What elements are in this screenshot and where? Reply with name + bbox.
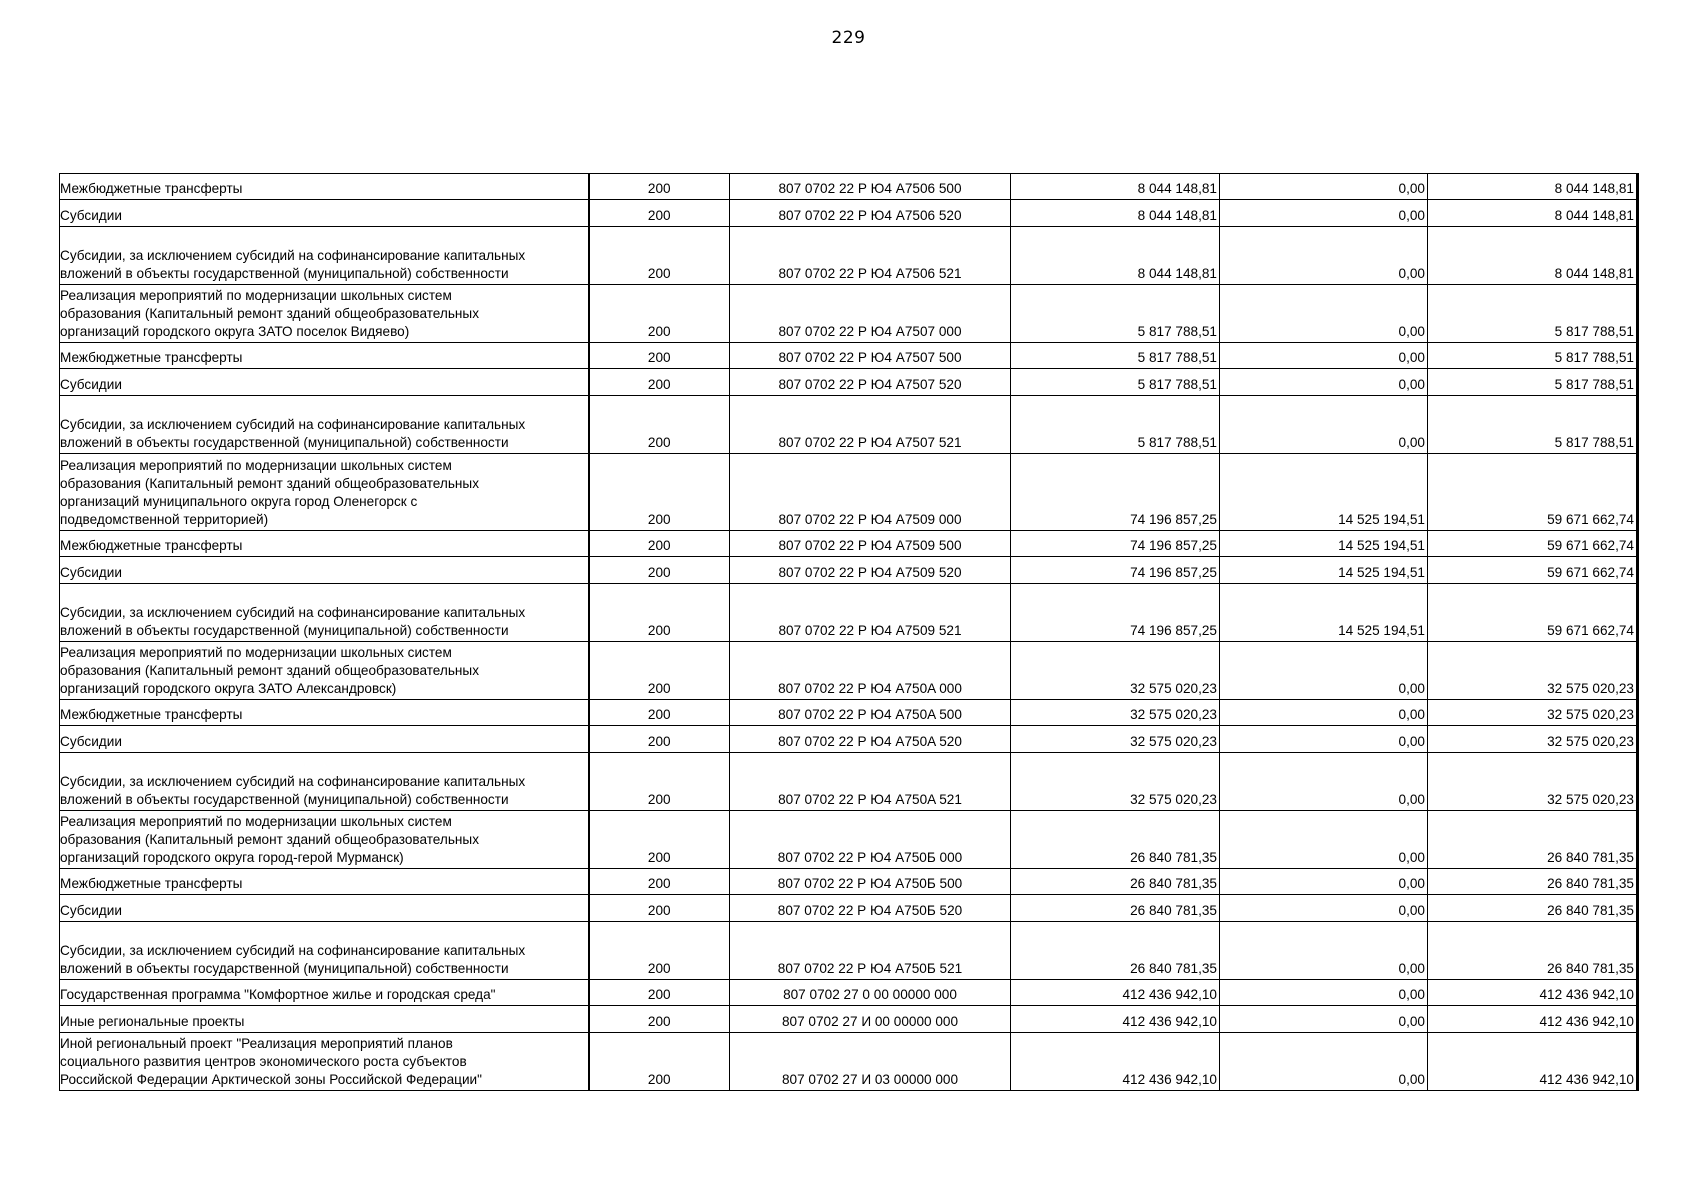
row-value-2-cell: 0,00 bbox=[1220, 922, 1428, 980]
row-kbk-cell: 807 0702 27 0 00 00000 000 bbox=[730, 980, 1011, 1006]
row-code-cell: 200 bbox=[589, 726, 730, 753]
row-kbk-cell: 807 0702 27 И 03 00000 000 bbox=[730, 1033, 1011, 1091]
table-row bbox=[60, 980, 1638, 1006]
row-kbk-cell: 807 0702 22 Р Ю4 A750Б 500 bbox=[730, 869, 1011, 895]
row-value-1-cell: 412 436 942,10 bbox=[1011, 1006, 1220, 1033]
row-value-3-cell: 5 817 788,51 bbox=[1428, 343, 1638, 369]
table-row bbox=[60, 454, 1638, 531]
row-value-1-cell: 5 817 788,51 bbox=[1011, 343, 1220, 369]
table-row bbox=[60, 174, 1638, 200]
row-name-cell: Иные региональные проекты bbox=[60, 1006, 589, 1033]
table-row bbox=[60, 811, 1638, 869]
row-value-3-cell: 59 671 662,74 bbox=[1428, 454, 1638, 531]
row-value-2-cell: 0,00 bbox=[1220, 369, 1428, 396]
row-code-cell: 200 bbox=[589, 1006, 730, 1033]
row-name-cell: Государственная программа "Комфортное жилье и городская среда" bbox=[60, 980, 589, 1006]
row-value-1-cell: 32 575 020,23 bbox=[1011, 700, 1220, 726]
row-code-cell: 200 bbox=[589, 642, 730, 700]
table-row bbox=[60, 285, 1638, 343]
row-code-cell: 200 bbox=[589, 753, 730, 811]
row-kbk-cell: 807 0702 22 Р Ю4 A750Б 000 bbox=[730, 811, 1011, 869]
row-name-cell: Межбюджетные трансферты bbox=[60, 174, 589, 200]
row-kbk-cell: 807 0702 22 Р Ю4 A7506 500 bbox=[730, 174, 1011, 200]
row-value-3-cell: 5 817 788,51 bbox=[1428, 369, 1638, 396]
row-value-3-cell: 59 671 662,74 bbox=[1428, 557, 1638, 584]
row-name-cell: Реализация мероприятий по модернизации школьных систем образования (Капитальный ремонт зданий общеобразовательных организаций городского округа ЗАТО поселок Видяево) bbox=[60, 285, 589, 343]
row-name-cell: Реализация мероприятий по модернизации школьных систем образования (Капитальный ремонт зданий общеобразовательных организаций городского округа ЗАТО Александровск) bbox=[60, 642, 589, 700]
row-code-cell: 200 bbox=[589, 895, 730, 922]
row-code-cell: 200 bbox=[589, 700, 730, 726]
row-value-1-cell: 5 817 788,51 bbox=[1011, 285, 1220, 343]
row-code-cell: 200 bbox=[589, 557, 730, 584]
row-value-3-cell: 5 817 788,51 bbox=[1428, 396, 1638, 454]
row-kbk-cell: 807 0702 22 Р Ю4 A7506 521 bbox=[730, 227, 1011, 285]
table-row bbox=[60, 1033, 1638, 1091]
row-name-cell: Субсидии bbox=[60, 200, 589, 227]
row-code-cell: 200 bbox=[589, 343, 730, 369]
row-name-cell: Субсидии, за исключением субсидий на софинансирование капитальных вложений в объекты государственной (муниципальной) собственности bbox=[60, 584, 589, 642]
row-code-cell: 200 bbox=[589, 584, 730, 642]
row-value-3-cell: 412 436 942,10 bbox=[1428, 1006, 1638, 1033]
row-kbk-cell: 807 0702 22 Р Ю4 A7509 500 bbox=[730, 531, 1011, 557]
row-value-1-cell: 8 044 148,81 bbox=[1011, 174, 1220, 200]
row-value-3-cell: 32 575 020,23 bbox=[1428, 642, 1638, 700]
row-value-3-cell: 59 671 662,74 bbox=[1428, 531, 1638, 557]
row-value-1-cell: 32 575 020,23 bbox=[1011, 753, 1220, 811]
row-value-2-cell: 0,00 bbox=[1220, 396, 1428, 454]
row-name-cell: Межбюджетные трансферты bbox=[60, 700, 589, 726]
row-name-cell: Субсидии, за исключением субсидий на софинансирование капитальных вложений в объекты государственной (муниципальной) собственности bbox=[60, 227, 589, 285]
table-row bbox=[60, 1006, 1638, 1033]
table-row bbox=[60, 227, 1638, 285]
row-name-cell: Межбюджетные трансферты bbox=[60, 531, 589, 557]
row-name-cell: Субсидии, за исключением субсидий на софинансирование капитальных вложений в объекты государственной (муниципальной) собственности bbox=[60, 753, 589, 811]
table-row bbox=[60, 584, 1638, 642]
row-code-cell: 200 bbox=[589, 531, 730, 557]
row-name-cell: Субсидии bbox=[60, 895, 589, 922]
row-name-cell: Субсидии, за исключением субсидий на софинансирование капитальных вложений в объекты государственной (муниципальной) собственности bbox=[60, 396, 589, 454]
row-code-cell: 200 bbox=[589, 454, 730, 531]
row-code-cell: 200 bbox=[589, 1033, 730, 1091]
row-value-2-cell: 14 525 194,51 bbox=[1220, 584, 1428, 642]
row-value-3-cell: 412 436 942,10 bbox=[1428, 1033, 1638, 1091]
row-value-1-cell: 74 196 857,25 bbox=[1011, 531, 1220, 557]
row-code-cell: 200 bbox=[589, 174, 730, 200]
row-kbk-cell: 807 0702 22 Р Ю4 A7509 000 bbox=[730, 454, 1011, 531]
table-row bbox=[60, 922, 1638, 980]
page-number: 229 bbox=[831, 28, 866, 48]
row-value-3-cell: 8 044 148,81 bbox=[1428, 174, 1638, 200]
row-value-2-cell: 0,00 bbox=[1220, 869, 1428, 895]
row-kbk-cell: 807 0702 22 Р Ю4 A750A 520 bbox=[730, 726, 1011, 753]
row-kbk-cell: 807 0702 22 Р Ю4 A7507 521 bbox=[730, 396, 1011, 454]
table-row bbox=[60, 557, 1638, 584]
row-value-2-cell: 0,00 bbox=[1220, 642, 1428, 700]
row-kbk-cell: 807 0702 22 Р Ю4 A750Б 521 bbox=[730, 922, 1011, 980]
row-kbk-cell: 807 0702 22 Р Ю4 A750A 500 bbox=[730, 700, 1011, 726]
row-code-cell: 200 bbox=[589, 922, 730, 980]
row-value-2-cell: 0,00 bbox=[1220, 200, 1428, 227]
row-code-cell: 200 bbox=[589, 811, 730, 869]
row-value-3-cell: 26 840 781,35 bbox=[1428, 869, 1638, 895]
row-name-cell: Межбюджетные трансферты bbox=[60, 343, 589, 369]
row-value-1-cell: 412 436 942,10 bbox=[1011, 1033, 1220, 1091]
row-value-2-cell: 0,00 bbox=[1220, 895, 1428, 922]
table-row bbox=[60, 200, 1638, 227]
row-value-2-cell: 0,00 bbox=[1220, 343, 1428, 369]
row-value-2-cell: 0,00 bbox=[1220, 700, 1428, 726]
row-name-cell: Реализация мероприятий по модернизации школьных систем образования (Капитальный ремонт зданий общеобразовательных организаций городского округа город-герой Мурманск) bbox=[60, 811, 589, 869]
row-value-3-cell: 59 671 662,74 bbox=[1428, 584, 1638, 642]
row-value-3-cell: 26 840 781,35 bbox=[1428, 811, 1638, 869]
row-kbk-cell: 807 0702 27 И 00 00000 000 bbox=[730, 1006, 1011, 1033]
row-kbk-cell: 807 0702 22 Р Ю4 A7509 520 bbox=[730, 557, 1011, 584]
row-value-2-cell: 14 525 194,51 bbox=[1220, 557, 1428, 584]
row-value-3-cell: 5 817 788,51 bbox=[1428, 285, 1638, 343]
row-value-3-cell: 32 575 020,23 bbox=[1428, 753, 1638, 811]
row-value-2-cell: 0,00 bbox=[1220, 726, 1428, 753]
table-body bbox=[60, 174, 1638, 1091]
row-value-1-cell: 8 044 148,81 bbox=[1011, 200, 1220, 227]
row-value-1-cell: 5 817 788,51 bbox=[1011, 396, 1220, 454]
row-value-2-cell: 0,00 bbox=[1220, 753, 1428, 811]
budget-table bbox=[59, 173, 1639, 1091]
row-value-2-cell: 0,00 bbox=[1220, 1033, 1428, 1091]
row-kbk-cell: 807 0702 22 Р Ю4 A7507 520 bbox=[730, 369, 1011, 396]
row-value-1-cell: 74 196 857,25 bbox=[1011, 557, 1220, 584]
row-code-cell: 200 bbox=[589, 869, 730, 895]
row-code-cell: 200 bbox=[589, 200, 730, 227]
row-kbk-cell: 807 0702 22 Р Ю4 A7509 521 bbox=[730, 584, 1011, 642]
row-code-cell: 200 bbox=[589, 369, 730, 396]
row-kbk-cell: 807 0702 22 Р Ю4 A750Б 520 bbox=[730, 895, 1011, 922]
table-row bbox=[60, 869, 1638, 895]
row-name-cell: Субсидии, за исключением субсидий на софинансирование капитальных вложений в объекты государственной (муниципальной) собственности bbox=[60, 922, 589, 980]
row-value-1-cell: 26 840 781,35 bbox=[1011, 869, 1220, 895]
row-kbk-cell: 807 0702 22 Р Ю4 A7506 520 bbox=[730, 200, 1011, 227]
row-name-cell: Субсидии bbox=[60, 726, 589, 753]
row-value-3-cell: 32 575 020,23 bbox=[1428, 700, 1638, 726]
table-row bbox=[60, 369, 1638, 396]
row-value-1-cell: 74 196 857,25 bbox=[1011, 584, 1220, 642]
row-value-2-cell: 0,00 bbox=[1220, 811, 1428, 869]
row-kbk-cell: 807 0702 22 Р Ю4 A7507 000 bbox=[730, 285, 1011, 343]
row-code-cell: 200 bbox=[589, 285, 730, 343]
table-row bbox=[60, 726, 1638, 753]
row-value-1-cell: 32 575 020,23 bbox=[1011, 642, 1220, 700]
row-value-2-cell: 0,00 bbox=[1220, 227, 1428, 285]
table-row bbox=[60, 895, 1638, 922]
row-value-3-cell: 32 575 020,23 bbox=[1428, 726, 1638, 753]
row-code-cell: 200 bbox=[589, 227, 730, 285]
table-row bbox=[60, 396, 1638, 454]
row-value-2-cell: 0,00 bbox=[1220, 174, 1428, 200]
row-value-2-cell: 14 525 194,51 bbox=[1220, 531, 1428, 557]
row-value-2-cell: 14 525 194,51 bbox=[1220, 454, 1428, 531]
row-value-2-cell: 0,00 bbox=[1220, 980, 1428, 1006]
row-value-1-cell: 26 840 781,35 bbox=[1011, 811, 1220, 869]
row-kbk-cell: 807 0702 22 Р Ю4 A7507 500 bbox=[730, 343, 1011, 369]
row-code-cell: 200 bbox=[589, 396, 730, 454]
row-name-cell: Реализация мероприятий по модернизации школьных систем образования (Капитальный ремонт зданий общеобразовательных организаций муниципального округа город Оленегорск с подведомственной территорией) bbox=[60, 454, 589, 531]
row-value-3-cell: 8 044 148,81 bbox=[1428, 227, 1638, 285]
row-value-3-cell: 26 840 781,35 bbox=[1428, 922, 1638, 980]
row-kbk-cell: 807 0702 22 Р Ю4 A750A 521 bbox=[730, 753, 1011, 811]
row-value-3-cell: 412 436 942,10 bbox=[1428, 980, 1638, 1006]
table-row bbox=[60, 343, 1638, 369]
row-value-1-cell: 8 044 148,81 bbox=[1011, 227, 1220, 285]
row-kbk-cell: 807 0702 22 Р Ю4 A750A 000 bbox=[730, 642, 1011, 700]
row-value-2-cell: 0,00 bbox=[1220, 285, 1428, 343]
row-value-1-cell: 412 436 942,10 bbox=[1011, 980, 1220, 1006]
table-row bbox=[60, 753, 1638, 811]
row-name-cell: Субсидии bbox=[60, 557, 589, 584]
row-code-cell: 200 bbox=[589, 980, 730, 1006]
row-value-1-cell: 5 817 788,51 bbox=[1011, 369, 1220, 396]
row-value-1-cell: 74 196 857,25 bbox=[1011, 454, 1220, 531]
table-row bbox=[60, 700, 1638, 726]
table-row bbox=[60, 642, 1638, 700]
row-name-cell: Иной региональный проект "Реализация мероприятий планов социального развития центров экономического роста субъектов Российской Федерации Арктической зоны Российской Федерации" bbox=[60, 1033, 589, 1091]
row-value-2-cell: 0,00 bbox=[1220, 1006, 1428, 1033]
row-value-1-cell: 32 575 020,23 bbox=[1011, 726, 1220, 753]
row-value-1-cell: 26 840 781,35 bbox=[1011, 922, 1220, 980]
table-row bbox=[60, 531, 1638, 557]
row-value-3-cell: 26 840 781,35 bbox=[1428, 895, 1638, 922]
row-value-3-cell: 8 044 148,81 bbox=[1428, 200, 1638, 227]
row-name-cell: Субсидии bbox=[60, 369, 589, 396]
row-name-cell: Межбюджетные трансферты bbox=[60, 869, 589, 895]
row-value-1-cell: 26 840 781,35 bbox=[1011, 895, 1220, 922]
